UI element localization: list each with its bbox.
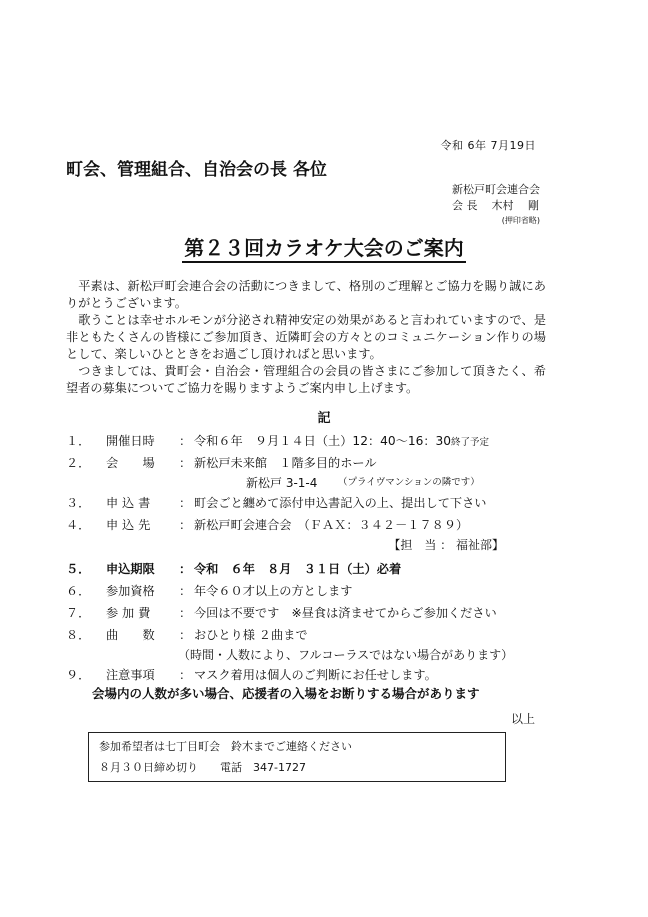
item-label: 注意事項: [106, 668, 155, 682]
sender-org: 新松戸町会連合会: [452, 183, 540, 196]
document-title: [0, 232, 648, 261]
venue-note: （プライヴマンションの隣です）: [338, 477, 480, 488]
body-text: [66, 278, 546, 397]
list-item: ２． 会 場 ： 新松戸未来館 １階多目的ホール: [66, 452, 566, 474]
item-label: 参加資格: [106, 584, 155, 598]
details-list: [66, 430, 566, 686]
item-label: 申込期限: [106, 562, 155, 576]
item-number: １．: [66, 434, 91, 448]
item-value: マスク着用は個人のご判断にお任せします。: [194, 668, 437, 682]
venue-address: 新松戸 3-1-4: [246, 476, 318, 490]
item-number: ４．: [66, 518, 91, 532]
sender-role: 会 長: [452, 199, 478, 212]
body-paragraph: 平素は、新松戸町会連合会の活動につきまして、格別のご理解とご協力を賜り誠にありがとうございます。: [66, 279, 546, 310]
list-item: ５． 申込期限 ： 令和 ６年 ８月 ３１日（土）必着: [66, 558, 566, 580]
item-value: 新松戸町会連合会 （ＦＡＸ：３４２－１７８９）: [194, 518, 469, 532]
list-item: ７． 参 加 費 ： 今回は不要です ※昼食は済ませてからご参加ください: [66, 602, 566, 624]
list-item: ３． 申 込 書 ： 町会ごと纏めて添付申込書記入の上、提出して下さい: [66, 492, 566, 514]
item-value: 令和６年 ９月１４日（土）12：40～16：30終了予定: [194, 434, 490, 448]
item-number: ３．: [66, 496, 91, 510]
document-title-text: 第２３回カラオケ大会のご案内: [182, 236, 466, 263]
sender-name: 木村 剛: [491, 199, 539, 212]
item-number: ７．: [66, 606, 91, 620]
sender-person: [452, 198, 540, 214]
ki-heading: 記: [317, 411, 331, 426]
item-value: 令和 ６年 ８月 ３１日（土）必着: [194, 562, 402, 576]
item-value: 年令６０才以上の方とします: [194, 584, 353, 598]
issue-date: 令和 6年 7月19日: [440, 139, 536, 152]
contact-person-row: [66, 536, 566, 554]
body-paragraph: 歌うことは幸せホルモンが分泌され精神安定の効果があると言われていますので、是非ともたくさんの皆様にご参加頂き、近隣町会の方々とのコミュニケーション作りの場として、楽しいひとときをお過ごし頂ければと思います。: [66, 313, 546, 361]
seal-note: (押印省略): [501, 216, 540, 225]
item-label: 申 込 書: [106, 496, 151, 510]
contact-person: 【担 当 ： 福祉部】: [388, 538, 504, 552]
item-number: ５．: [66, 562, 91, 576]
venue-address-row: [66, 474, 566, 492]
list-item: ４． 申 込 先 ： 新松戸町会連合会 （ＦＡＸ：３４２－１７８９）: [66, 514, 566, 536]
songs-note: （時間・人数により、フルコーラスではない場合があります）: [178, 648, 514, 662]
item-label: 会 場: [106, 456, 155, 470]
contact-line: ８月３０日締め切り 電話 347-1727: [99, 761, 306, 774]
item-number: ２．: [66, 456, 91, 470]
item-number: ８．: [66, 628, 91, 642]
list-item: ６． 参加資格 ： 年令６０才以上の方とします: [66, 580, 566, 602]
item-value: おひとり様 ２曲まで: [194, 628, 308, 642]
list-item: １． 開催日時 ： 令和６年 ９月１４日（土）12：40～16：30終了予定: [66, 430, 566, 452]
item-number: ６．: [66, 584, 91, 598]
item-value: 今回は不要です ※昼食は済ませてからご参加ください: [194, 606, 497, 620]
closing-mark: 以上: [510, 712, 535, 726]
contact-line: 参加希望者は七丁目町会 鈴木までご連絡ください: [99, 740, 352, 753]
item-value: 新松戸未来館 １階多目的ホール: [194, 456, 377, 470]
end-time-suffix: 終了予定: [451, 437, 490, 448]
item-value: 町会ごと纏めて添付申込書記入の上、提出して下さい: [194, 496, 487, 510]
crowd-note: 会場内の人数が多い場合、応援者の入場をお断りする場合があります: [92, 686, 480, 701]
songs-note-row: [66, 646, 566, 664]
body-paragraph: つきましては、貴町会・自治会・管理組合の会員の皆さまにご参加して頂きたく、希望者の募集についてご協力を賜りますようご案内申し上げます。: [66, 364, 546, 395]
list-item: ９． 注意事項 ： マスク着用は個人のご判断にお任せします。: [66, 664, 566, 686]
item-label: 申 込 先: [106, 518, 151, 532]
list-item: ８． 曲 数 ： おひとり様 ２曲まで: [66, 624, 566, 646]
contact-box: [88, 732, 506, 782]
item-number: ９．: [66, 668, 91, 682]
sender-block: [452, 182, 540, 214]
item-label: 曲 数: [106, 628, 155, 642]
addressee: 町会、管理組合、自治会の長 各位: [66, 160, 327, 180]
item-label: 開催日時: [106, 434, 155, 448]
item-label: 参 加 費: [106, 606, 151, 620]
